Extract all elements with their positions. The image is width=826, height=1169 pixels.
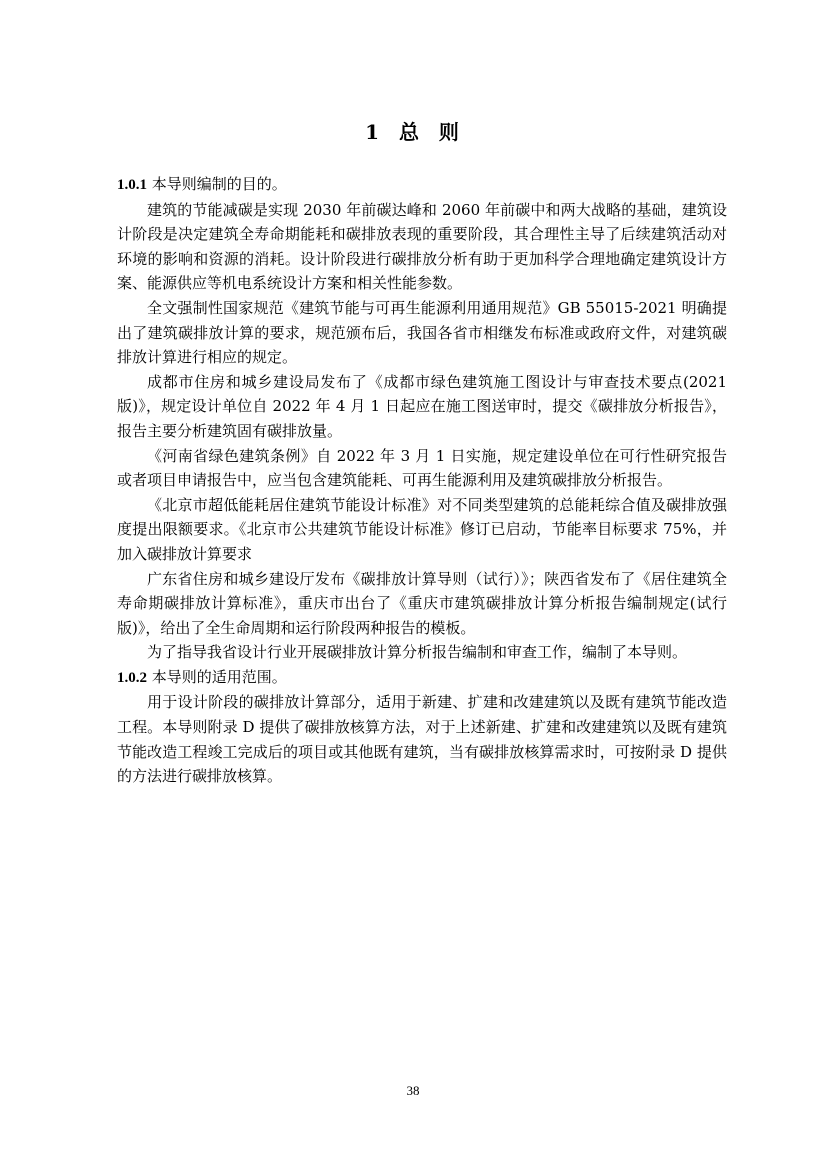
paragraph: 广东省住房和城乡建设厅发布《碳排放计算导则（试行）》；陕西省发布了《居住建筑全寿命期碳排放计算标准》，重庆市出台了《重庆市建筑碳排放计算分析报告编制规定(试行版)》，给出了全生命周期和运行阶段两种报告的模板。 <box>117 569 727 637</box>
section-1-0-1 <box>117 172 727 665</box>
clause-title: 本导则的适用范围。 <box>147 667 287 686</box>
clause-heading <box>117 172 727 198</box>
paragraph: 成都市住房和城乡建设局发布了《成都市绿色建筑施工图设计与审查技术要点(2021 版)》，规定设计单位自 2022 年 4 月 1 日起应在施工图送审时，提交《碳排放分析报告》，报告主要分析建筑固有碳排放量。 <box>117 372 727 440</box>
body-text <box>117 172 727 789</box>
paragraph: 为了指导我省设计行业开展碳排放计算分析报告编制和审查工作，编制了本导则。 <box>147 643 688 662</box>
paragraph: 《北京市超低能耗居住建筑节能设计标准》对不同类型建筑的总能耗综合值及碳排放强度提出限额要求。《北京市公共建筑节能设计标准》修订已启动，节能率目标要求 75%，并加入碳排放计算要求 <box>117 495 727 563</box>
section-1-0-2 <box>117 665 727 789</box>
clause-number: 1.0.2 <box>117 669 147 686</box>
page-number: 38 <box>406 1083 420 1098</box>
chapter-title: 1 总 则 <box>365 120 461 144</box>
paragraph: 全文强制性国家规范《建筑节能与可再生能源利用通用规范》GB 55015-2021 明确提出了建筑碳排放计算的要求，规范颁布后，我国各省市相继发布标准或政府文件，对建筑碳排放计算进行相应的规定。 <box>117 298 727 367</box>
paragraph: 《河南省绿色建筑条例》自 2022 年 3 月 1 日实施，规定建设单位在可行性研究报告或者项目申请报告中，应当包含建筑能耗、可再生能源利用及建筑碳排放分析报告。 <box>117 446 727 490</box>
clause-title: 本导则编制的目的。 <box>147 175 287 193</box>
clause-heading <box>117 665 727 691</box>
paragraph: 建筑的节能减碳是实现 2030 年前碳达峰和 2060 年前碳中和两大战略的基础，建筑设计阶段是决定建筑全寿命期能耗和碳排放表现的重要阶段，其合理性主导了后续建筑活动对环境的影响和资源的消耗。设计阶段进行碳排放分析有助于更加科学合理地确定建筑设计方案、能源供应等机电系统设计方案和相关性能参数。 <box>117 200 727 293</box>
clause-number: 1.0.1 <box>117 177 147 193</box>
paragraph: 用于设计阶段的碳排放计算部分，适用于新建、扩建和改建建筑以及既有建筑节能改造工程。本导则附录 D 提供了碳排放核算方法，对于上述新建、扩建和改建建筑以及既有建筑节能改造工程竣工完成后的项目或其他既有建筑，当有碳排放核算需求时，可按附录 D 提供的方法进行碳排放核算。 <box>117 693 727 786</box>
